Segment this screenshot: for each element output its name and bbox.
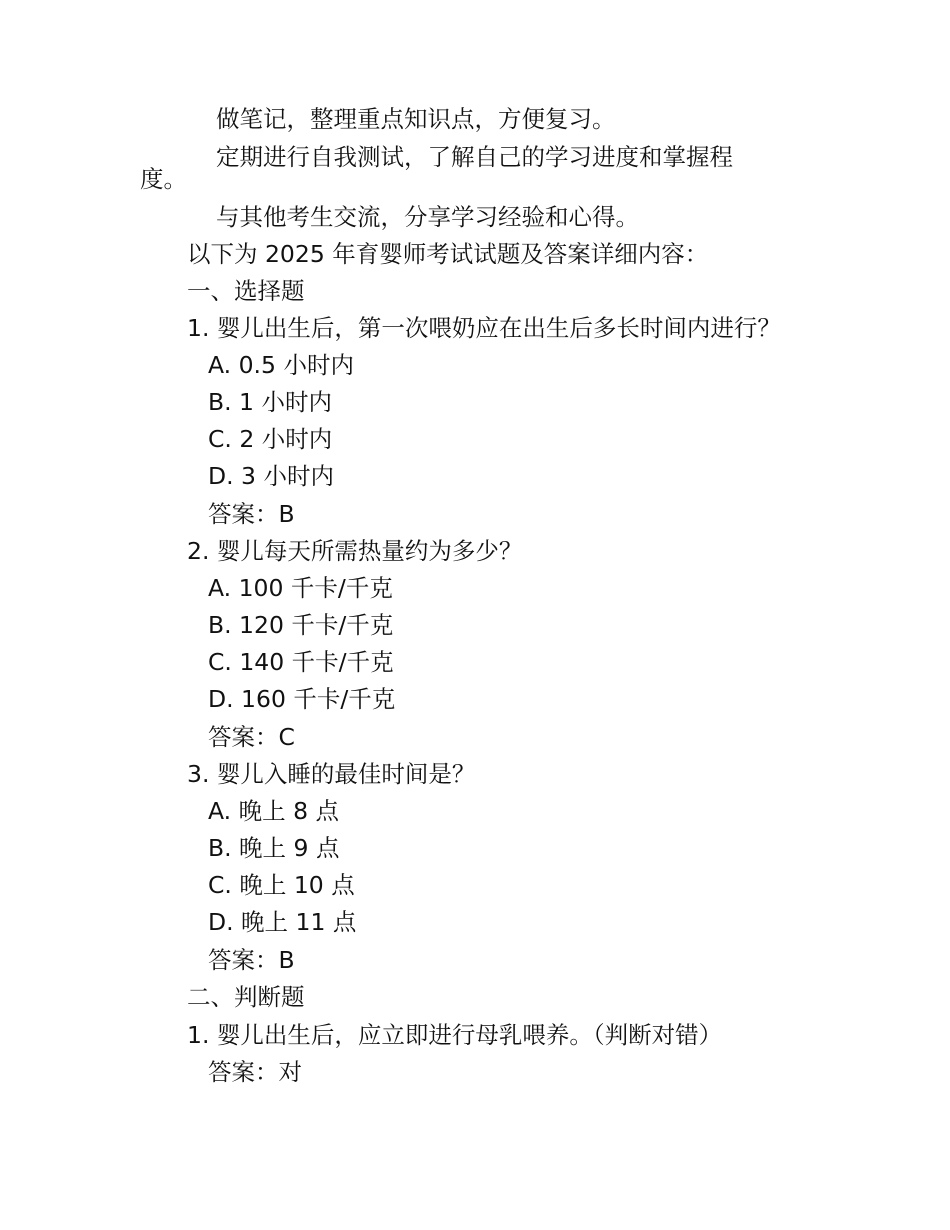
question-answer: 答案：B xyxy=(208,500,295,528)
question-option: D. 3 小时内 xyxy=(208,462,334,490)
question-option: C. 140 千卡/千克 xyxy=(208,648,394,676)
question-stem: 1. 婴儿出生后，第一次喂奶应在出生后多长时间内进行？ xyxy=(187,314,781,342)
intro-lead: 以下为 2025 年育婴师考试试题及答案详细内容： xyxy=(187,240,709,268)
question-option: A. 晚上 8 点 xyxy=(208,797,339,825)
question-option: C. 晚上 10 点 xyxy=(208,871,355,899)
question-option: C. 2 小时内 xyxy=(208,425,333,453)
question-option: A. 100 千卡/千克 xyxy=(208,574,393,602)
section-heading-multiple-choice: 一、选择题 xyxy=(187,277,305,305)
question-option: A. 0.5 小时内 xyxy=(208,351,354,379)
question-option: D. 晚上 11 点 xyxy=(208,908,357,936)
question-stem: 2. 婴儿每天所需热量约为多少？ xyxy=(187,537,523,565)
question-option: D. 160 千卡/千克 xyxy=(208,685,396,713)
study-tip-notes: 做笔记，整理重点知识点，方便复习。 xyxy=(216,105,616,133)
question-answer: 答案：B xyxy=(208,946,295,974)
study-tip-self-test-continued: 度。 xyxy=(140,165,187,193)
question-answer: 答案：对 xyxy=(208,1058,302,1086)
question-stem: 3. 婴儿入睡的最佳时间是？ xyxy=(187,760,476,788)
section-heading-true-false: 二、判断题 xyxy=(187,983,305,1011)
question-stem: 1. 婴儿出生后，应立即进行母乳喂养。（判断对错） xyxy=(187,1021,723,1049)
question-answer: 答案：C xyxy=(208,723,295,751)
question-option: B. 1 小时内 xyxy=(208,388,332,416)
question-option: B. 晚上 9 点 xyxy=(208,834,340,862)
study-tip-exchange: 与其他考生交流，分享学习经验和心得。 xyxy=(216,203,639,231)
question-option: B. 120 千卡/千克 xyxy=(208,611,394,639)
study-tip-self-test: 定期进行自我测试，了解自己的学习进度和掌握程 xyxy=(216,143,733,171)
